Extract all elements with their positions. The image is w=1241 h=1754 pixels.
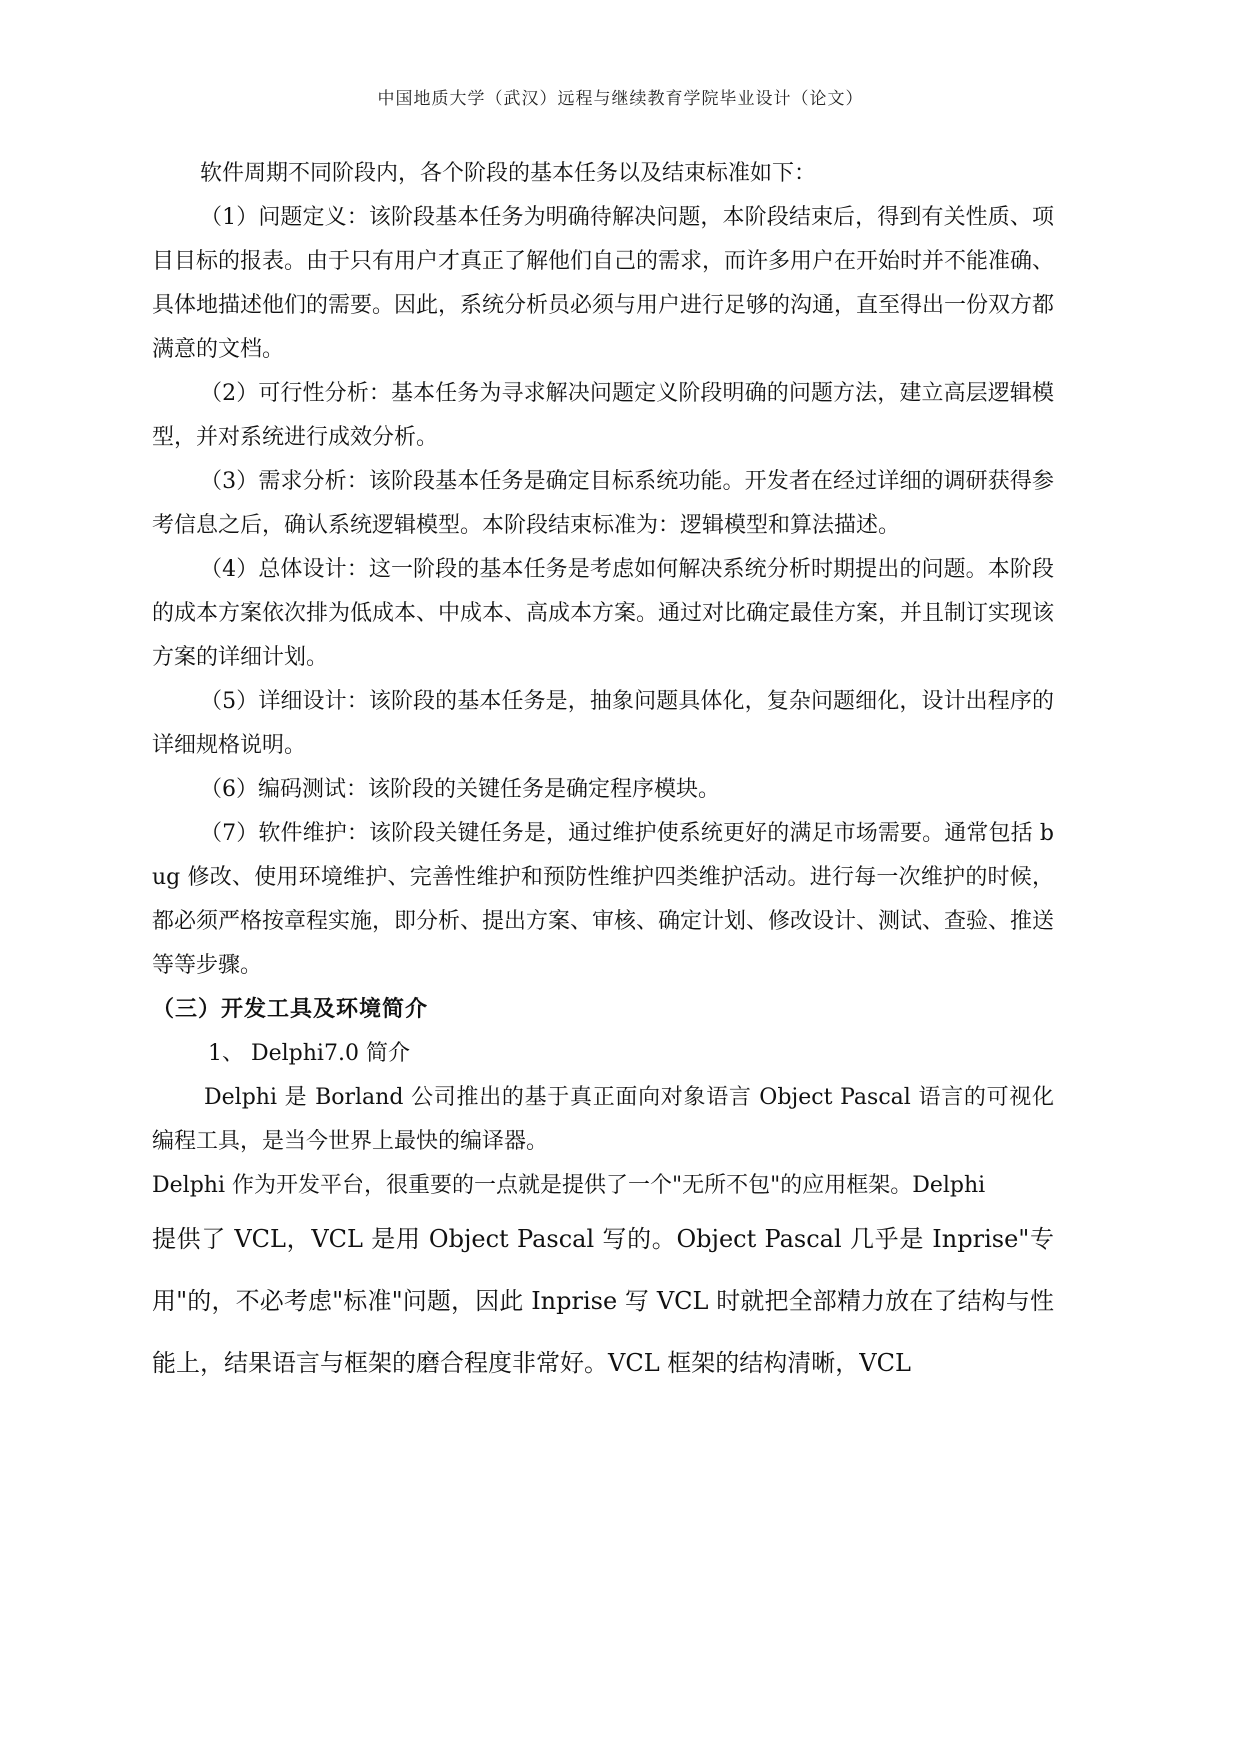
item-paragraph-3: （3）需求分析：该阶段基本任务是确定目标系统功能。开发者在经过详细的调研获得参考信息之后，确认系统逻辑模型。本阶段结束标准为：逻辑模型和算法描述。: [152, 469, 1054, 538]
delphi-paragraph-1: Delphi 是 Borland 公司推出的基于真正面向对象语言 Object Pascal 语言的可视化编程工具，是当今世界上最快的编译器。: [152, 1085, 1054, 1154]
item-paragraph-6: （6）编码测试：该阶段的关键任务是确定程序模块。: [200, 777, 720, 802]
item-paragraph-4: （4）总体设计：这一阶段的基本任务是考虑如何解决系统分析时期提出的问题。本阶段的成本方案依次排为低成本、中成本、高成本方案。通过对比确定最佳方案，并且制订实现该方案的详细计划。: [152, 557, 1055, 670]
section-title: （三）开发工具及环境简介: [152, 997, 429, 1022]
delphi-paragraph-2: Delphi 作为开发平台，很重要的一点就是提供了一个"无所不包"的应用框架。Delphi: [152, 1173, 986, 1198]
page-header: 中国地质大学（武汉）远程与继续教育学院毕业设计（论文）: [377, 89, 864, 109]
item-paragraph-7: （7）软件维护：该阶段关键任务是，通过维护使系统更好的满足市场需要。通常包括 bug 修改、使用环境维护、完善性维护和预防性维护四类维护活动。进行每一次维护的时候，都必须严格按章程实施，即分析、提出方案、审核、确定计划、修改设计、测试、查验、推送等等步骤。: [152, 821, 1055, 978]
item-paragraph-1: （1）问题定义：该阶段基本任务为明确待解决问题，本阶段结束后，得到有关性质、项目目标的报表。由于只有用户才真正了解他们自己的需求，而许多用户在开始时并不能准确、具体地描述他们的需要。因此，系统分析员必须与用户进行足够的沟通，直至得出一份双方都满意的文档。: [152, 205, 1055, 362]
document-body: [152, 152, 1054, 1394]
item-paragraph-2: （2）可行性分析：基本任务为寻求解决问题定义阶段明确的问题方法，建立高层逻辑模型，并对系统进行成效分析。: [152, 381, 1054, 450]
item-paragraph-5: （5）详细设计：该阶段的基本任务是，抽象问题具体化，复杂问题细化，设计出程序的详细规格说明。: [152, 689, 1054, 758]
delphi-paragraph-3: 提供了 VCL，VCL 是用 Object Pascal 写的。Object Pascal 几乎是 Inprise"专用"的，不必考虑"标准"问题，因此 Inprise 写 VCL 时就把全部精力放在了结构与性能上，结果语言与框架的磨合程度非常好。VCL 框架的结构清晰，VCL: [152, 1225, 1054, 1377]
subsection-title: 1、 Delphi7.0 简介: [208, 1041, 410, 1066]
intro-paragraph: 软件周期不同阶段内，各个阶段的基本任务以及结束标准如下：: [200, 161, 817, 186]
